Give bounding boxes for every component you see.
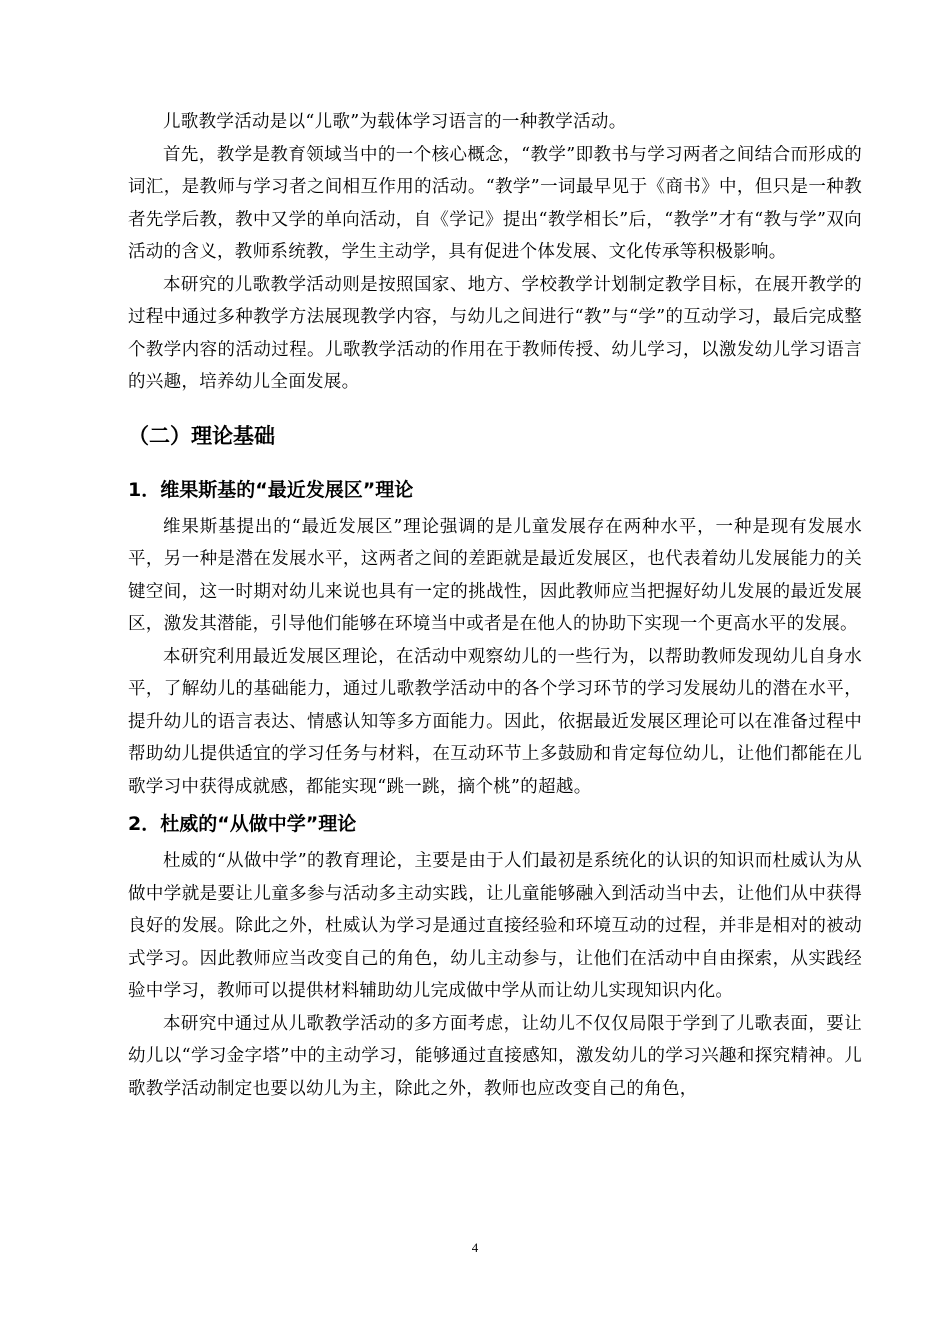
intro-paragraph-3: 本研究的儿歌教学活动则是按照国家、地方、学校教学计划制定教学目标，在展开教学的过程中通过多种教学方法展现教学内容，与幼儿之间进行“教”与“学”的互动学习，最后完成整个教学内容的活动过程。儿歌教学活动的作用在于教师传授、幼儿学习，以激发幼儿学习语言的兴趣，培养幼儿全面发展。 — [128, 274, 862, 392]
intro-paragraph-1: 儿歌教学活动是以“儿歌”为载体学习语言的一种教学活动。 — [163, 112, 627, 132]
subsection-1-heading: 1．维果斯基的“最近发展区”理论 — [128, 478, 414, 501]
intro-paragraph-2: 首先，教学是教育领域当中的一个核心概念，“教学”即教书与学习两者之间结合而形成的词汇，是教师与学习者之间相互作用的活动。“教学”一词最早见于《商书》中，但只是一种教者先学后教，教中又学的单向活动，自《学记》提出“教学相长”后，“教学”才有“教与学”双向活动的含义，教师系统教，学生主动学，具有促进个体发展、文化传承等积极影响。 — [128, 144, 862, 262]
subsection-1-paragraph-2: 本研究利用最近发展区理论，在活动中观察幼儿的一些行为，以帮助教师发现幼儿自身水平，了解幼儿的基础能力，通过儿歌教学活动中的各个学习环节的学习发展幼儿的潜在水平，提升幼儿的语言表达、情感认知等多方面能力。因此，依据最近发展区理论可以在准备过程中帮助幼儿提供适宜的学习任务与材料，在互动环节上多鼓励和肯定每位幼儿，让他们都能在儿歌学习中获得成就感，都能实现“跳一跳，摘个桃”的超越。 — [128, 646, 862, 797]
page-body — [128, 106, 862, 1105]
page-number: 4 — [471, 1240, 479, 1255]
subsection-1-paragraph-1: 维果斯基提出的“最近发展区”理论强调的是儿童发展存在两种水平，一种是现有发展水平，另一种是潜在发展水平，这两者之间的差距就是最近发展区，也代表着幼儿发展能力的关键空间，这一时期对幼儿来说也具有一定的挑战性，因此教师应当把握好幼儿发展的最近发展区，激发其潜能，引导他们能够在环境当中或者是在他人的协助下实现一个更高水平的发展。 — [128, 516, 862, 634]
section-heading: （二）理论基础 — [128, 423, 275, 448]
subsection-2-heading: 2．杜威的“从做中学”理论 — [128, 813, 357, 835]
subsection-2-paragraph-2: 本研究中通过从儿歌教学活动的多方面考虑，让幼儿不仅仅局限于学到了儿歌表面，要让幼儿以“学习金字塔”中的主动学习，能够通过直接感知，激发幼儿的学习兴趣和探究精神。儿歌教学活动制定也要以幼儿为主，除此之外，教师也应改变自己的角色， — [128, 1013, 862, 1099]
subsection-2-paragraph-1: 杜威的“从做中学”的教育理论，主要是由于人们最初是系统化的认识的知识而杜威认为从做中学就是要让儿童多参与活动多主动实践，让儿童能够融入到活动当中去，让他们从中获得良好的发展。除此之外，杜威认为学习是通过直接经验和环境互动的过程，并非是相对的被动式学习。因此教师应当改变自己的角色，幼儿主动参与，让他们在活动中自由探索，从实践经验中学习，教师可以提供材料辅助幼儿完成做中学从而让幼儿实现知识内化。 — [128, 851, 862, 1001]
